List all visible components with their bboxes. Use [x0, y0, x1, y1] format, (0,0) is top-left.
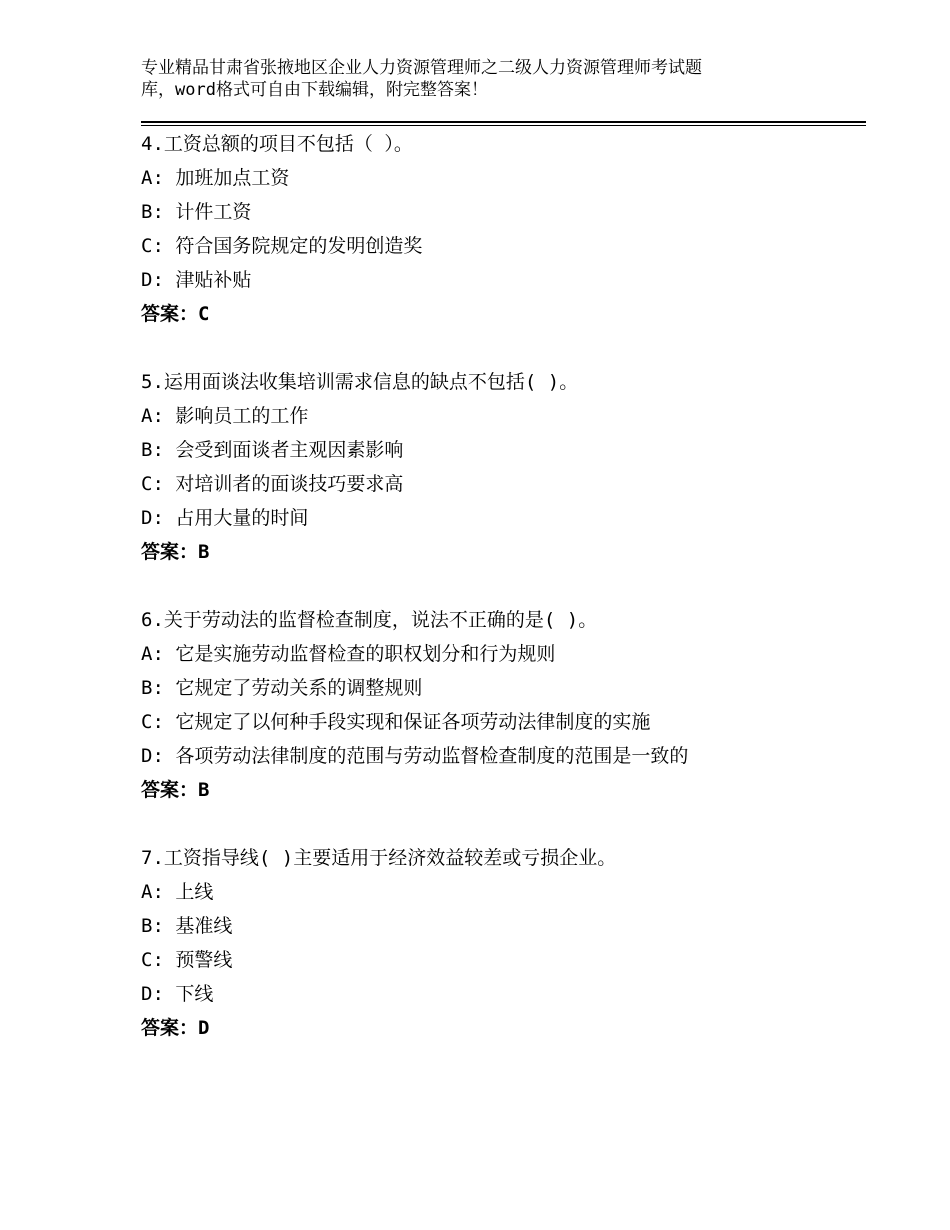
- option-c: C: 它规定了以何种手段实现和保证各项劳动法律制度的实施: [141, 711, 651, 733]
- option-b: B: 基准线: [141, 915, 233, 937]
- question-stem: 7.工资指导线( )主要适用于经济效益较差或亏损企业。: [141, 847, 617, 869]
- option-d: D: 占用大量的时间: [141, 507, 309, 529]
- option-b: B: 会受到面谈者主观因素影响: [141, 439, 404, 461]
- document-header: [141, 57, 831, 101]
- option-a: A: 它是实施劳动监督检查的职权划分和行为规则: [141, 643, 556, 665]
- option-d: D: 下线: [141, 983, 214, 1005]
- question-stem: 6.关于劳动法的监督检查制度，说法不正确的是( )。: [141, 609, 598, 631]
- answer-label: 答案：B: [141, 541, 210, 563]
- header-line-2: 库，word格式可自由下载编辑，附完整答案！: [141, 80, 488, 100]
- header-divider-thick: [141, 121, 866, 123]
- option-a: A: 上线: [141, 881, 214, 903]
- question-stem: 4.工资总额的项目不包括（ ）。: [141, 133, 413, 155]
- question-4: [141, 127, 866, 331]
- option-d: D: 各项劳动法律制度的范围与劳动监督检查制度的范围是一致的: [141, 745, 689, 767]
- question-stem: 5.运用面谈法收集培训需求信息的缺点不包括( )。: [141, 371, 579, 393]
- answer-label: 答案：C: [141, 303, 210, 325]
- question-7: [141, 841, 866, 1045]
- option-b: B: 它规定了劳动关系的调整规则: [141, 677, 423, 699]
- option-c: C: 预警线: [141, 949, 233, 971]
- option-c: C: 对培训者的面谈技巧要求高: [141, 473, 404, 495]
- option-a: A: 加班加点工资: [141, 167, 290, 189]
- header-divider-thin: [141, 125, 866, 126]
- option-d: D: 津贴补贴: [141, 269, 252, 291]
- question-list: [141, 127, 866, 1079]
- question-6: [141, 603, 866, 807]
- option-c: C: 符合国务院规定的发明创造奖: [141, 235, 423, 257]
- header-line-1: 专业精品甘肃省张掖地区企业人力资源管理师之二级人力资源管理师考试题: [141, 58, 702, 78]
- option-a: A: 影响员工的工作: [141, 405, 309, 427]
- answer-label: 答案：B: [141, 779, 210, 801]
- option-b: B: 计件工资: [141, 201, 252, 223]
- answer-label: 答案：D: [141, 1017, 210, 1039]
- question-5: [141, 365, 866, 569]
